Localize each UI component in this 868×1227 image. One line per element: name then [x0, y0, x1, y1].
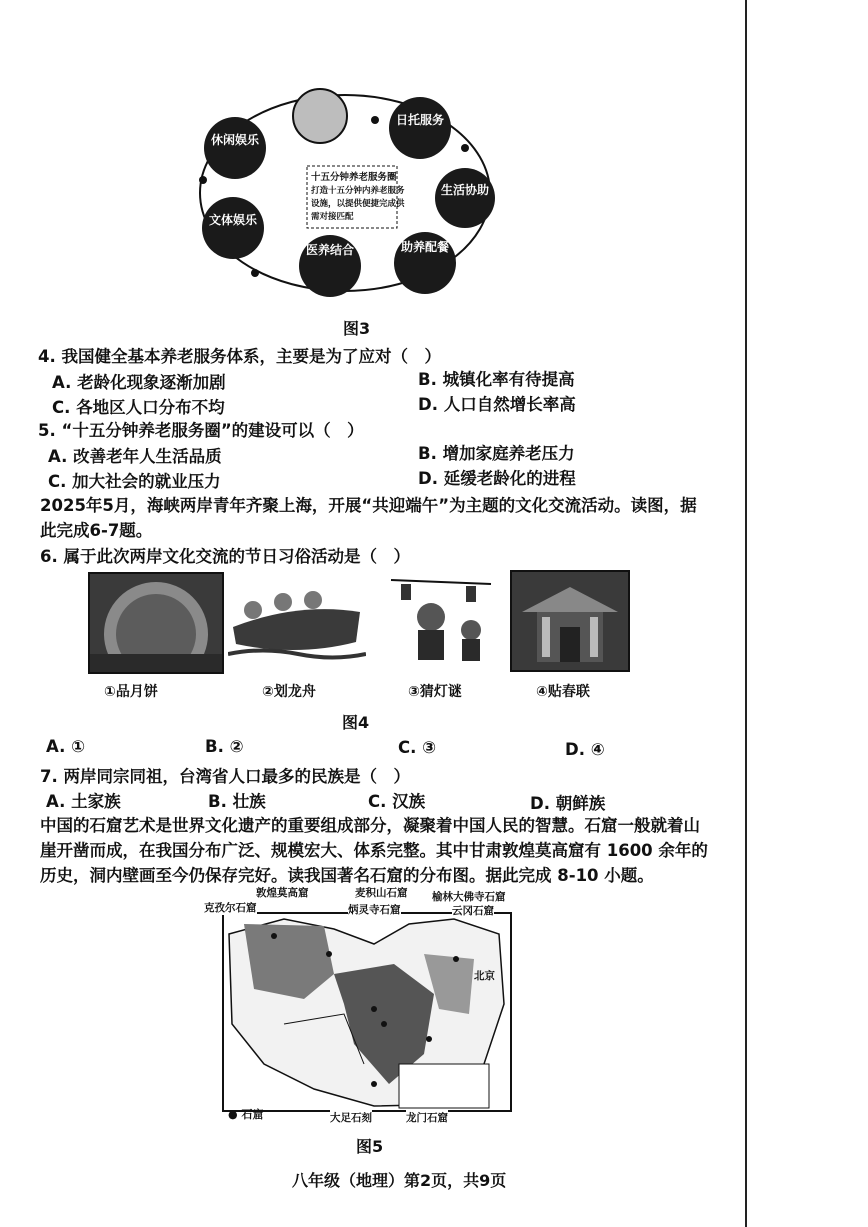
node-label: 医养结合 — [305, 243, 355, 257]
q7-option-b[interactable]: B. 壮族 — [208, 792, 266, 811]
legend-label: 石窟 — [241, 1108, 264, 1121]
page-footer: 八年级（地理）第2页，共9页 — [292, 1171, 507, 1190]
map-label-bingling: 炳灵寺石窟 — [348, 904, 401, 916]
picture-spring-couplets — [510, 570, 630, 672]
center-text-line: 设施，以提供便捷完成供 — [311, 199, 405, 209]
q6-option-b[interactable]: B. ② — [205, 737, 244, 756]
figure5-caption: 图5 — [356, 1137, 384, 1156]
map-label-yungang: 云冈石窟 — [452, 905, 494, 917]
q4-option-d[interactable]: D. 人口自然增长率高 — [418, 395, 576, 414]
map-label-maijishan: 麦积山石窟 — [355, 887, 408, 899]
node-leisure — [204, 117, 266, 179]
question-4-stem: 4. 我国健全基本养老服务体系，主要是为了应对（ ） — [38, 347, 441, 366]
q5-option-a[interactable]: A. 改善老年人生活品质 — [48, 447, 222, 466]
question-5-stem: 5. “十五分钟养老服务圈”的建设可以（ ） — [38, 421, 364, 440]
intro-8-10-line3: 历史，洞内壁画至今仍保存完好。读我国著名石窟的分布图。据此完成 8-10 小题。 — [40, 866, 654, 885]
picture-caption-3: ③猜灯谜 — [408, 684, 462, 700]
figure4-caption: 图4 — [342, 713, 370, 732]
node-medical-care — [299, 235, 361, 297]
center-text-line: 十五分钟养老服务圈 — [311, 172, 397, 183]
figure3-caption: 图3 — [343, 319, 371, 338]
node-label: 日托服务 — [395, 113, 445, 127]
map-label-kizil: 克孜尔石窟 — [204, 902, 257, 914]
node-label: 助养配餐 — [400, 240, 450, 254]
legend-dot-icon: ● — [228, 1108, 238, 1121]
node-life-assist — [435, 168, 495, 228]
node-daycare — [389, 97, 451, 159]
picture-mooncake — [88, 572, 224, 674]
q5-option-c[interactable]: C. 加大社会的就业压力 — [48, 472, 221, 491]
q5-option-d[interactable]: D. 延缓老龄化的进程 — [418, 469, 576, 488]
map-label-longmen: 龙门石窟 — [406, 1112, 448, 1124]
intro-6-7-line2: 此完成6-7题。 — [40, 521, 153, 540]
map-label-mogao: 敦煌莫高窟 — [256, 887, 309, 899]
picture-caption-2: ②划龙舟 — [262, 684, 316, 700]
node-culture-sports — [202, 197, 264, 259]
center-text-line: 打造十五分钟内养老服务 — [311, 186, 405, 196]
intro-8-10-line2: 崖开凿而成，在我国分布广泛、规模宏大、体系完整。其中甘肃敦煌莫高窟有 1600 余年的 — [40, 841, 708, 860]
center-text-line: 需对接匹配 — [311, 212, 354, 222]
map-label-beijing: 北京 — [474, 970, 495, 982]
map-label-dazu: 大足石刻 — [330, 1112, 372, 1124]
q5-option-b[interactable]: B. 增加家庭养老压力 — [418, 444, 575, 463]
intro-8-10-line1: 中国的石窟艺术是世界文化遗产的重要组成部分，凝聚着中国人民的智慧。石窟一般就着山 — [40, 816, 700, 835]
picture-caption-4: ④贴春联 — [536, 684, 590, 700]
picture-dragon-boat — [228, 572, 366, 664]
intro-6-7-line1: 2025年5月，海峡两岸青年齐聚上海，开展“共迎端午”为主题的文化交流活动。读图，据 — [40, 496, 697, 515]
picture-caption-1: ①品月饼 — [104, 684, 158, 700]
q4-option-a[interactable]: A. 老龄化现象逐渐加剧 — [52, 373, 226, 392]
question-6-stem: 6. 属于此次两岸文化交流的节日习俗活动是（ ） — [40, 547, 410, 566]
q7-option-d[interactable]: D. 朝鲜族 — [530, 794, 606, 813]
center-top-circle — [293, 89, 347, 143]
q4-option-b[interactable]: B. 城镇化率有待提高 — [418, 370, 575, 389]
q6-option-a[interactable]: A. ① — [46, 737, 86, 756]
q7-option-c[interactable]: C. 汉族 — [368, 792, 426, 811]
page-edge-line — [745, 0, 747, 1227]
question-7-stem: 7. 两岸同宗同祖，台湾省人口最多的民族是（ ） — [40, 767, 410, 786]
node-label: 休闲娱乐 — [210, 133, 260, 147]
figure3-diagram — [195, 88, 495, 303]
q6-option-d[interactable]: D. ④ — [565, 740, 605, 759]
q7-option-a[interactable]: A. 土家族 — [46, 792, 121, 811]
q6-option-c[interactable]: C. ③ — [398, 738, 437, 757]
node-label: 生活协助 — [440, 183, 490, 197]
q4-option-c[interactable]: C. 各地区人口分布不均 — [52, 398, 225, 417]
picture-lantern-riddles — [386, 572, 496, 668]
figure5-map — [222, 912, 512, 1112]
map-label-yulin: 榆林大佛寺石窟 — [432, 891, 506, 903]
map-legend — [228, 1106, 263, 1122]
node-label: 文体娱乐 — [208, 213, 258, 227]
node-meal — [394, 232, 456, 294]
